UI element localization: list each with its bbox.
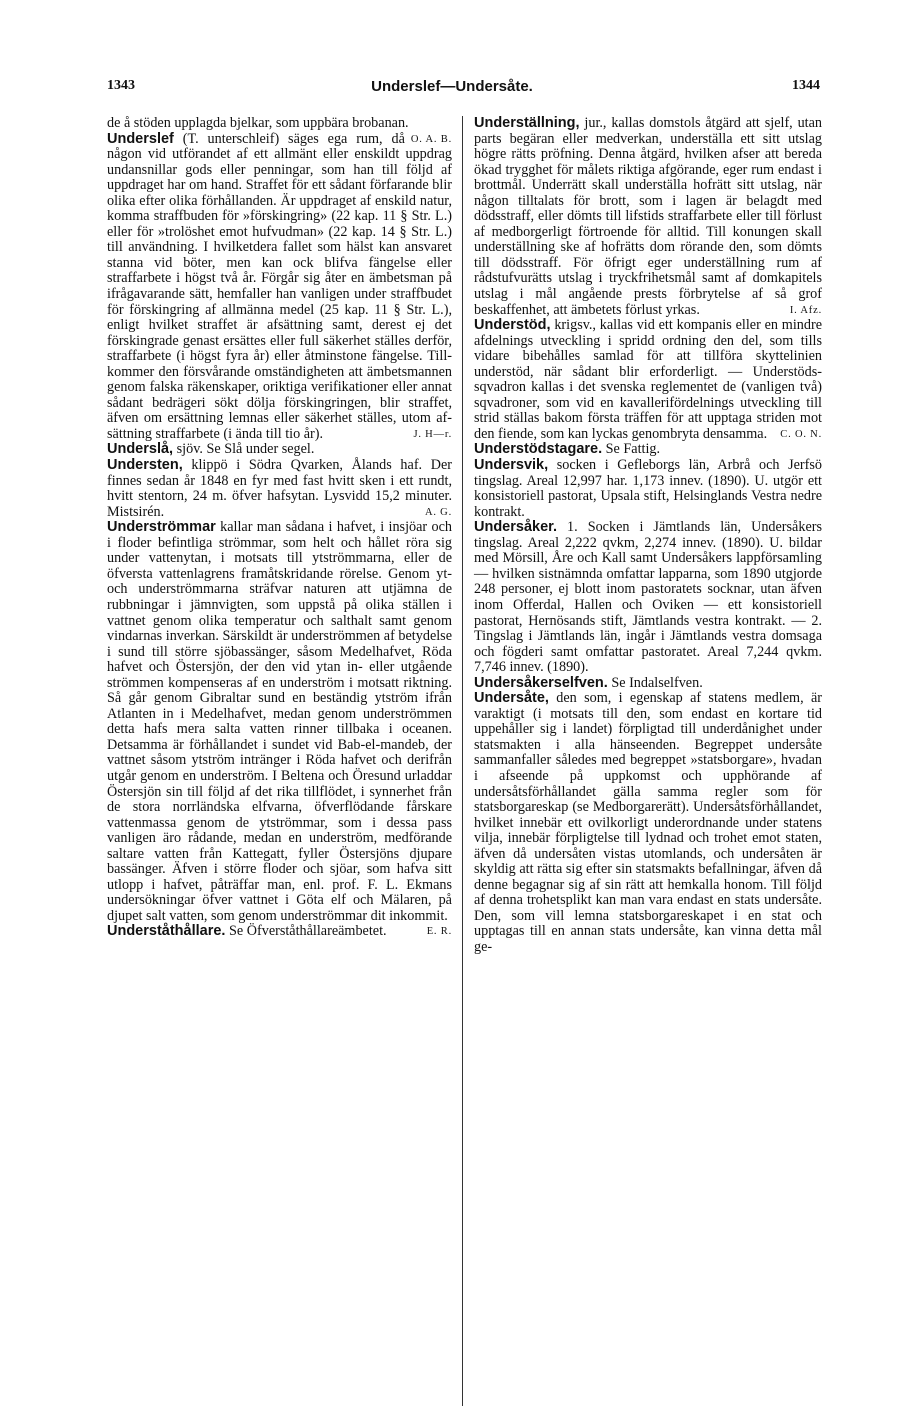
entry-undersakerselfven: Undersåkerselfven. Se Indalselfven. [474, 674, 703, 691]
headword: Underströmmar [107, 519, 216, 536]
headword: Understöd, [474, 317, 551, 334]
headword: Underställning, [474, 115, 580, 131]
headword: Undersåte, [474, 690, 549, 707]
headword: Understen, [107, 457, 183, 474]
entry-understen: Understen, klippö i Södra Qvarken, Ålands haf. Der finnes sedan år 1848 en fyr med fast hvitt sken i ett rundt, hvitt stentorn, 24 m. öfver hafsytan. Lysvidd 15,2 minuter. Mistsirén. A. G. [107, 457, 452, 520]
running-title: Underslef—Undersåte. [371, 78, 533, 95]
author-signature: A. G. [424, 506, 452, 518]
entry-undersvik: Undersvik, socken i Gefleborgs län, Arbrå och Jerfsö tingslag. Areal 12,997 har. 1,173 innev. (1890). U. utgör ett konsistoriell pastorat, Upsala stift, Helsinglands Vestra nedre kontrakt. [474, 457, 822, 520]
page-header [0, 78, 904, 102]
entry-understallning: Underställning, jur., kallas domstols åtgärd att sjelf, utan parts begäran eller medverkan, underställa ett sitt utslag högre rätts pröfning. Denna åtgärd, hvilken afser att bereda ökad trygghet för målets riktiga afgörande, eger rum endast i brottmål. Underrätt skall underställa hofrätt sitt utslag, när någon tilltalats för brott, som i lagen är belagdt med dödsstraff, eller dömts till lifstids straffarbete eller till förlust af medborgerligt förtroende för alltid. Till konungen skall underställning ske af hofrätts dom rörande den, som dömts till dödsstraff. För öfrigt eger underställning rum af rådstufvurätts utslag i tryckfrihetsmål samt af domkapitels utslag i mål angående prests förbrytelse af så grof beskaffenhet, att ämbetets förlust yrkas. I. Afz. [474, 115, 822, 318]
author-signature: O. A. B. [410, 133, 452, 145]
headword: Undersåkerselfven. [474, 674, 608, 691]
headword: Underslå, [107, 441, 174, 458]
author-signature: J. H—r. [413, 428, 452, 440]
entry-understodstagare: Understödstagare. Se Fattig. [474, 441, 661, 458]
entry-undersate: Undersåte, den som, i egenskap af statens medlem, är varaktigt (i motsats till den, som endast en kortare tid uppehåller sig i landet) förpligtad till underdånighet under statsmakten i alla hänseenden. Begreppet undersåte sammanfaller således med begreppet »statsborgare», hvadan i afseende på uppkomst och upphörande af undersåtsförhållandet gälla samma regler som för statsborgareskap (se Medborgarerätt). Undersåtsförhållandet, hvilket innebär ett ovilkorligt underordnande under statens vilja, innebär förpligtelse till lydnad och trohet emot staten, äfven då undersåten vistas utomlands, och undersåten är skyldig att rätta sig efter sin statsmakts befallningar, äfven då denne begagnar sig af sin rätt att hemkalla honom. Till följd af denna trohetsplikt kan man vara endast en stats undersåte. Den, som vill lemna statsborgareskapet i en stat och upptagas till en annan stats undersåte, kan vinna detta mål ge- [474, 690, 822, 955]
entry-undersaker: Undersåker. 1. Socken i Jämtlands län, Undersåkers tingslag. Areal 2,222 qvkm, 2,274 innev. (1890). U. bildar med Mörsill, Åre och Kall samt Undersåkers lappförsamling — hvilken sistnämnda omfattar lapparna, som 1890 utgjorde 248 personer, ej blott inom pastoratets socknar, utan äfven inom Offerdal, Hallen och Oviken — ett konsistoriell pastorat, Hernösands stift, Jämtlands vestra kontrakt. — 2. Tingslag i Jämtlands län, ingår i Jämtlands vestra domsaga och fögderi samt omfattar pastoratet. Areal 7,244 qvkm. 7,746 innev. (1890). [474, 519, 822, 676]
author-signature: C. O. N. [780, 428, 822, 440]
entry-continuation: de å stöden upplagda bjelkar, som uppbära brobanan. O. A. B. [107, 116, 452, 132]
entry-understod: Understöd, krigsv., kallas vid ett kompanis eller en mindre afdelnings utveckling i spridd ordning den del, som tills vidare bibehålles samlad för att tillföra skyttelinien understöd, när sådant blir erforderligt. — Understödssqvadron kallas i det svenska reglementet de (vanligen två) sqvadroner, som vid en kavallerifördelnings utveckling till strid ställas bakom första träffen för att upptaga striden mot den fiende, som kan lyckas genombryta densamma. C. O. N. [474, 317, 822, 442]
author-signature: E. R. [426, 926, 452, 938]
headword: Undersvik, [474, 457, 549, 474]
author-signature: I. Afz. [789, 304, 822, 316]
headword: Underståthållare. [107, 923, 226, 940]
page-number-right: 1344 [792, 78, 820, 93]
headword: Understödstagare. [474, 441, 603, 458]
entry-underslå: Underslå, sjöv. Se Slå under segel. [107, 441, 315, 458]
headword: Underslef [107, 130, 174, 147]
left-column [107, 116, 452, 940]
headword: Undersåker. [474, 519, 558, 536]
entry-understathallare: Underståthållare. Se Öfverståthållareämbetet. [107, 923, 387, 940]
column-divider [462, 116, 463, 1406]
page-number-left: 1343 [107, 78, 135, 93]
right-column [474, 116, 822, 956]
entry-underslef: Underslef (T. unterschleif) säges ega rum, då någon vid utförandet af ett allmänt eller enskildt uppdrag undansnillar gods eller penningar, som han till följd af uppdraget har om hand. Straffet för ett sådant förfarande blir olika efter olika förhållanden. Är uppdraget af enskild natur, komma straffbuden för »förskingring» (22 kap. 11 § Str. L.) eller för »trolöshet emot hufvudman» (22 kap. 14 § Str. L.) till användning. I hvilketdera fallet som hälst kan ansvaret stanna vid böter, men kan ock blifva fängelse eller straffarbete i högst två år. Förgår sig åter en ämbetsman på ifrågavarande sätt, hemfaller han vanligen under straffbudet för förskingring af allmänna medel (25 kap. 11 § Str. L.), enligt hvilket straffet är afsättning samt, derest ej det förskingrade genast ersättes eller full säkerhet ställes derför, straffarbete (i högst fyra år) eller åtminstone fängelse. Tillkommer den försvårande omständigheten att ämbetsmannen genom falska räkenskaper, oriktiga verifikationer eller annat sådant bedrägeri sökt dölja förskingringen, blir straffet, äfven om ersättning lemnas eller säkerhet ställes, utom afsättning straffarbete (i ända till tio år). J. H—r. [107, 130, 452, 442]
entry-understrommar: Underströmmar kallar man sådana i hafvet, i insjöar och i floder befintliga strömmar, som helt och hållet röra sig under vattenytan, i motsats till ytströmmarna, eller de öfversta vattenlagrens framåtskridande rörelse. Genom yt- och underströmmarna sträfvar naturen att utjämna de rubbningar i jämnvigten, som uppstå på olika ställen i vattnet genom olika temperatur och salthalt samt genom vindarnas inverkan. Särskildt är underströmmen af betydelse i sund till större sjöbassänger, såsom Medelhafvet, Röda hafvet och Östersjön, der den vid ytan in- eller utgående strömmen kompenseras af en underström i motsatt riktning. Så går genom Gibraltar sund en beständig ytström ifrån Atlanten in i Medelhafvet, medan genom underströmmen detta hafs mera salta vatten rinner tillbaka i oceanen. Detsamma är förhållandet i sundet vid Bab-el-mandeb, der vattnet såsom ytström intränger i Röda hafvet och derifrån utgår genom en underström. I Beltena och Öresund urladdar Östersjön sin till följd af det rika tillflödet, i synnerhet från de stora norrländska elfvarna, öfverflödande fårskare vattenmassa genom de ytströmmar, som i dessa pass vanligen äro rådande, medan en underström, medförande saltare vatten från Kattegatt, fyller Östersjöns djupare bassänger. Äfven i större floder och sjöar, som hafva sitt utlopp i hafvet, påträffar man, enl. prof. F. L. Ekmans undersökningar öfver vattnet i Göta elf och Mälaren, på djupet salt vatten, som genom underströmmar dit inkommit. E. R. [107, 520, 452, 924]
